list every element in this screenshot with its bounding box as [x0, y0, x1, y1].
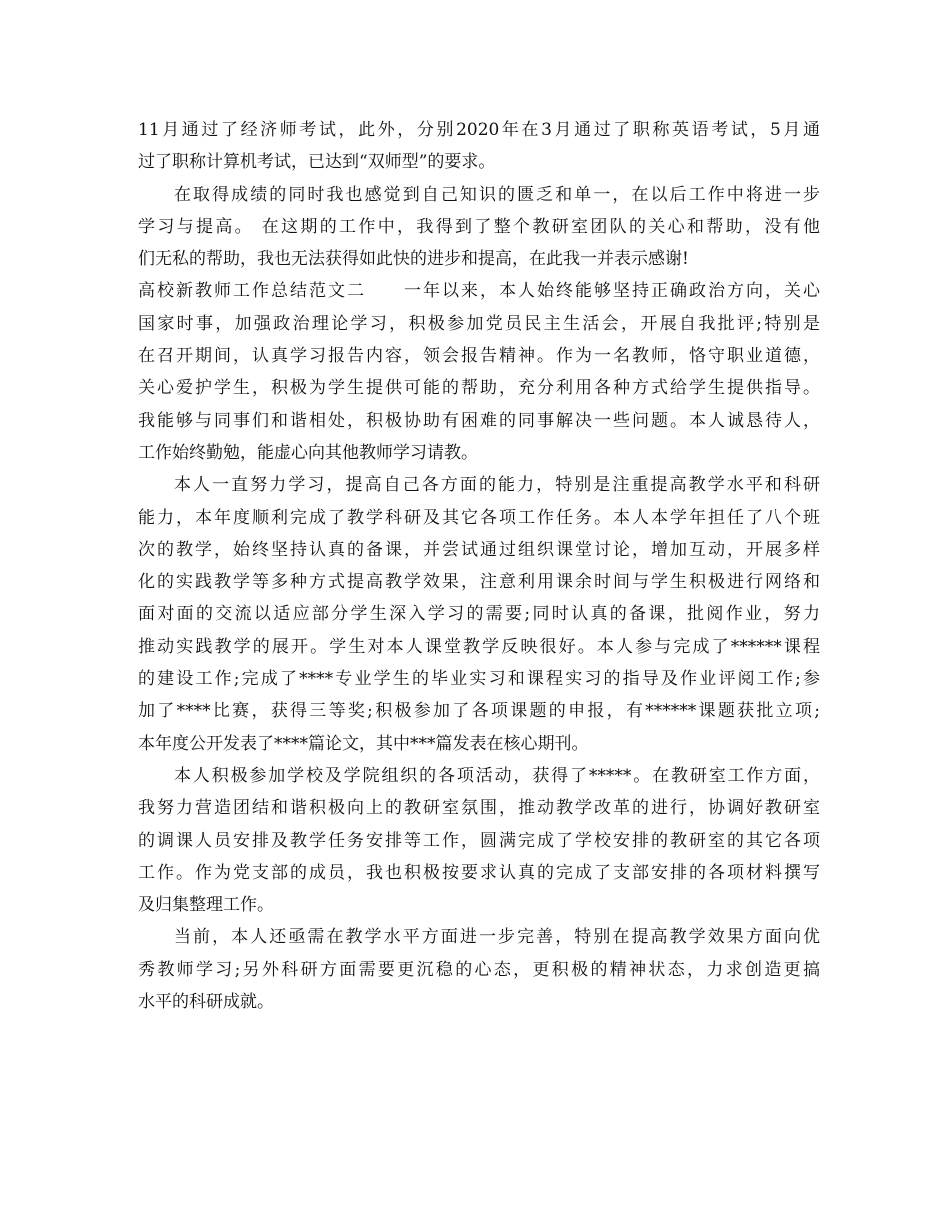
text-line: 面对面的交流以适应部分学生深入学习的需要;同时认真的备课，批阅作业，努力	[138, 604, 820, 625]
text-line: 高校新教师工作总结范文二 一年以来，本人始终能够坚持正确政治方向，关心	[138, 281, 820, 302]
text-line: 在取得成绩的同时我也感觉到自己知识的匮乏和单一，在以后工作中将进一步	[174, 184, 820, 205]
text-line: 们无私的帮助，我也无法获得如此快的进步和提高，在此我一并表示感谢!	[138, 249, 689, 270]
document-body	[138, 114, 820, 1018]
text-line: 本年度公开发表了****篇论文，其中***篇发表在核心期刊。	[138, 733, 589, 754]
text-line: 水平的科研成就。	[138, 992, 274, 1013]
text-line: 学习与提高。 在这期的工作中，我得到了整个教研室团队的关心和帮助，没有他	[138, 216, 820, 237]
text-line: 工作始终勤勉，能虚心向其他教师学习请教。	[138, 442, 478, 463]
text-line: 国家时事，加强政治理论学习，积极参加党员民主生活会，开展自我批评;特别是	[138, 313, 820, 334]
text-line: 及归集整理工作。	[138, 895, 274, 916]
text-line: 工作。作为党支部的成员，我也积极按要求认真的完成了支部安排的各项材料撰写	[138, 862, 820, 883]
text-line: 的调课人员安排及教学任务安排等工作，圆满完成了学校安排的教研室的其它各项	[138, 830, 820, 851]
text-line: 本人一直努力学习，提高自己各方面的能力，特别是注重提高教学水平和科研	[174, 475, 820, 496]
text-line: 推动实践教学的展开。学生对本人课堂教学反映很好。本人参与完成了******课程	[138, 636, 820, 657]
text-line: 本人积极参加学校及学院组织的各项活动，获得了*****。在教研室工作方面，	[174, 765, 820, 786]
text-line: 我能够与同事们和谐相处，积极协助有困难的同事解决一些问题。本人诚恳待人，	[138, 410, 820, 431]
text-line: 的建设工作;完成了****专业学生的毕业实习和课程实习的指导及作业评阅工作;参	[138, 669, 820, 690]
text-line: 在召开期间，认真学习报告内容，领会报告精神。作为一名教师，恪守职业道德，	[138, 346, 820, 367]
text-line: 我努力营造团结和谐积极向上的教研室氛围，推动教学改革的进行，协调好教研室	[138, 798, 820, 819]
text-line: 能力，本年度顺利完成了教学科研及其它各项工作任务。本人本学年担任了八个班	[138, 507, 820, 528]
text-line: 次的教学，始终坚持认真的备课，并尝试通过组织课堂讨论，增加互动，开展多样	[138, 539, 820, 560]
text-line: 加了****比赛，获得三等奖;积极参加了各项课题的申报，有******课题获批立项;	[138, 701, 820, 722]
text-line: 化的实践教学等多种方式提高教学效果，注意利用课余时间与学生积极进行网络和	[138, 572, 820, 593]
text-line: 过了职称计算机考试，已达到“双师型”的要求。	[138, 152, 496, 173]
text-line: 秀教师学习;另外科研方面需要更沉稳的心态，更积极的精神状态，力求创造更搞	[138, 959, 820, 980]
text-line: 11月通过了经济师考试，此外，分别2020年在3月通过了职称英语考试，5月通	[138, 120, 820, 140]
text-line: 关心爱护学生，积极为学生提供可能的帮助，充分利用各种方式给学生提供指导。	[138, 378, 820, 399]
text-line: 当前，本人还亟需在教学水平方面进一步完善，特别在提高教学效果方面向优	[174, 927, 820, 948]
